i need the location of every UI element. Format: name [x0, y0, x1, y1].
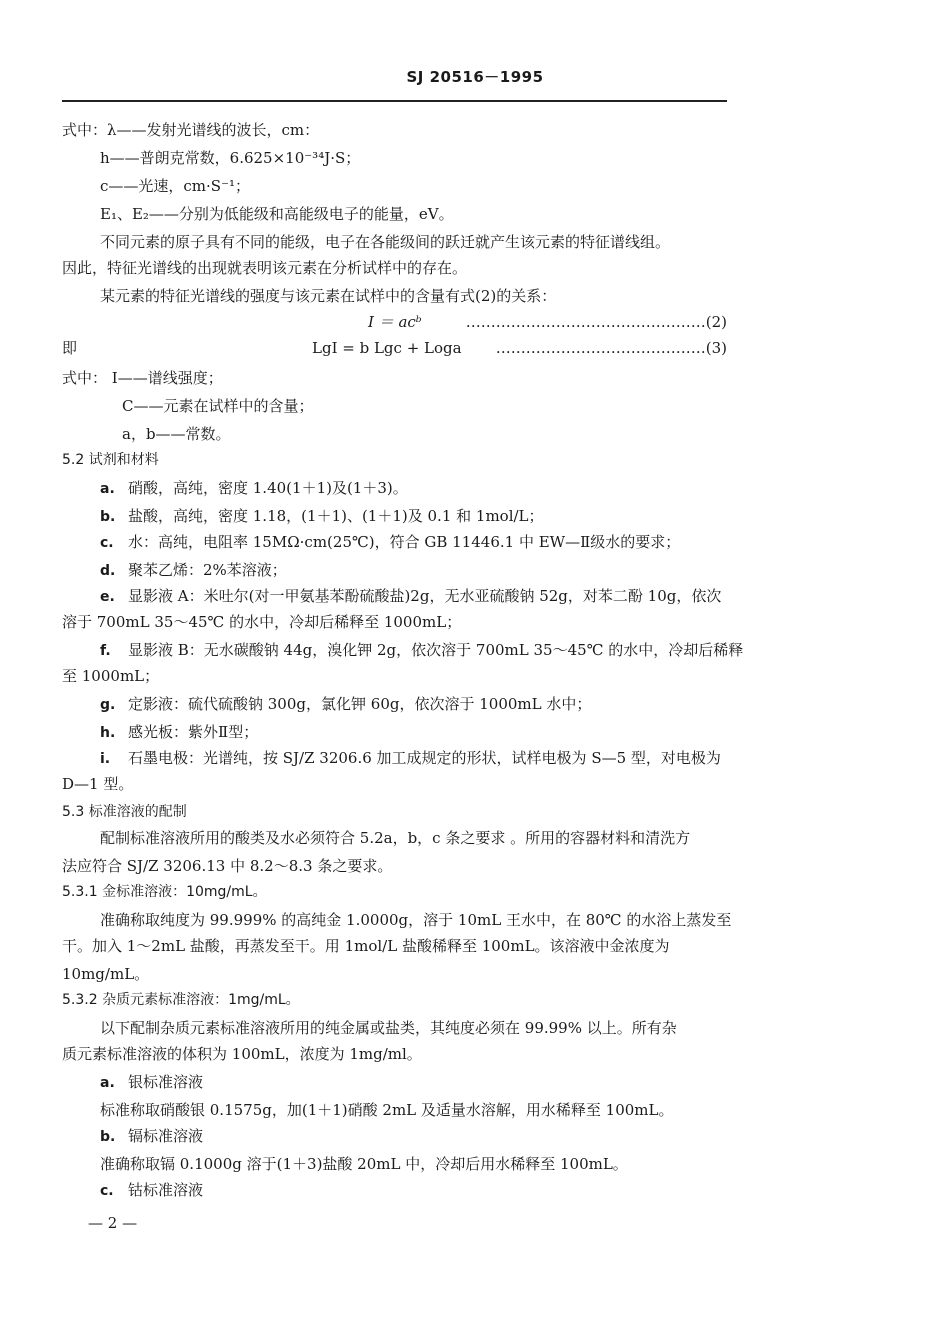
- symbol-lambda-line: 式中：λ——发射光谱线的波长，cm：: [62, 121, 320, 139]
- equation-3: LgI = b Lgc + Loga: [312, 339, 462, 357]
- symbol-i-line: 式中： I——谱线强度；: [62, 369, 223, 387]
- section-5-3-2-title: 5.3.2 杂质元素标准溶液：1mg/mL。: [62, 992, 300, 1008]
- item-label: h.: [100, 725, 116, 741]
- item-continuation: 溶于 700mL 35～45℃ 的水中，冷却后稀释至 1000mL；: [62, 613, 462, 631]
- paragraph-line: 配制标准溶液所用的酸类及水必须符合 5.2a，b，c 条之要求 。所用的容器材料和清洗方: [100, 829, 691, 847]
- item-label: a.: [100, 481, 115, 497]
- item-continuation: 至 1000mL；: [62, 667, 160, 685]
- equation-3-number: ……………………………………(3): [495, 339, 727, 357]
- item-label: c.: [100, 535, 114, 551]
- paragraph-line: 质元素标准溶液的体积为 100mL，浓度为 1mg/ml。: [62, 1045, 422, 1063]
- symbol-ab-line: a，b——常数。: [122, 425, 231, 443]
- paragraph-line: 准确称取纯度为 99.999% 的高纯金 1.0000g，溶于 10mL 王水中，在 80℃ 的水浴上蒸发至: [100, 911, 732, 929]
- section-5-3-title: 5.3 标准溶液的配制: [62, 804, 187, 820]
- section-5-3-1-title: 5.3.1 金标准溶液：10mg/mL。: [62, 884, 267, 900]
- list-item: [100, 586, 721, 606]
- header-rule: [62, 100, 727, 102]
- item-text: 银标准溶液: [128, 1073, 204, 1091]
- item-text: 显影液 B：无水碳酸钠 44g，溴化钾 2g，依次溶于 700mL 35～45℃ 的水中，冷却后稀释: [128, 641, 744, 659]
- sub-item-title: [100, 1126, 203, 1146]
- equation-2-number: …………………………………………(2): [465, 313, 727, 331]
- item-label: f.: [100, 643, 111, 659]
- ji-label: 即: [62, 339, 78, 357]
- standard-code-header: SJ 20516－1995: [406, 68, 544, 86]
- item-text: 定影液：硫代硫酸钠 300g，氯化钾 60g，依次溶于 1000mL 水中；: [128, 695, 592, 713]
- item-label: g.: [100, 697, 116, 713]
- paragraph-line: 干。加入 1～2mL 盐酸，再蒸发至干。用 1mol/L 盐酸稀释至 100mL。该溶液中金浓度为: [62, 937, 670, 955]
- item-text: 钴标准溶液: [128, 1181, 204, 1199]
- list-item: [100, 694, 591, 714]
- list-item: [100, 560, 287, 580]
- list-item: [100, 506, 544, 526]
- item-text: 感光板：紫外Ⅱ型；: [128, 723, 259, 741]
- list-item: [100, 722, 258, 742]
- item-text: 硝酸，高纯，密度 1.40(1＋1)及(1＋3)。: [128, 479, 408, 497]
- item-text: 显影液 A：米吐尔(对一甲氨基苯酚硫酸盐)2g，无水亚硫酸钠 52g，对苯二酚 10g，依次: [128, 587, 722, 605]
- item-label: b.: [100, 509, 116, 525]
- item-text: 盐酸，高纯，密度 1.18，(1＋1)、(1＋1)及 0.1 和 1mol/L；: [128, 507, 544, 525]
- item-text: 石墨电极：光谱纯，按 SJ/Z 3206.6 加工成规定的形状，试样电极为 S—5 型，对电极为: [128, 749, 721, 767]
- paragraph-line: 某元素的特征光谱线的强度与该元素在试样中的含量有式(2)的关系：: [100, 287, 557, 305]
- paragraph-line: 标准称取硝酸银 0.1575g，加(1＋1)硝酸 2mL 及适量水溶解，用水稀释至 100mL。: [100, 1101, 674, 1119]
- item-label: c.: [100, 1183, 114, 1199]
- paragraph-line: 准确称取镉 0.1000g 溶于(1＋3)盐酸 20mL 中，冷却后用水稀释至 100mL。: [100, 1155, 628, 1173]
- item-continuation: D—1 型。: [62, 775, 134, 793]
- section-5-2-title: 5.2 试剂和材料: [62, 452, 159, 468]
- item-text: 聚苯乙烯：2%苯溶液；: [128, 561, 287, 579]
- list-item: [100, 478, 408, 498]
- item-label: a.: [100, 1075, 115, 1091]
- paragraph-line: 10mg/mL。: [62, 965, 150, 983]
- paragraph-line: 法应符合 SJ/Z 3206.13 中 8.2～8.3 条之要求。: [62, 857, 393, 875]
- symbol-c-line: c——光速，cm·S⁻¹；: [100, 177, 251, 195]
- symbol-c-content-line: C——元素在试样中的含量；: [122, 397, 314, 415]
- item-text: 镉标准溶液: [128, 1127, 204, 1145]
- item-label: i.: [100, 751, 111, 767]
- list-item: [100, 640, 743, 660]
- item-label: d.: [100, 563, 116, 579]
- sub-item-title: [100, 1180, 203, 1200]
- paragraph-line: 以下配制杂质元素标准溶液所用的纯金属或盐类，其纯度必须在 99.99% 以上。所有杂: [100, 1019, 677, 1037]
- list-item: [100, 748, 721, 768]
- page-number: — 2 —: [88, 1214, 138, 1232]
- list-item: [100, 532, 680, 552]
- paragraph-line: 因此，特征光谱线的出现就表明该元素在分析试样中的存在。: [62, 259, 468, 277]
- item-label: e.: [100, 589, 115, 605]
- sub-item-title: [100, 1072, 203, 1092]
- paragraph-line: 不同元素的原子具有不同的能级，电子在各能级间的跃迁就产生该元素的特征谱线组。: [100, 233, 671, 251]
- symbol-h-line: h——普朗克常数，6.625×10⁻³⁴J·S；: [100, 149, 361, 167]
- symbol-e-line: E₁、E₂——分别为低能级和高能级电子的能量，eV。: [100, 205, 454, 223]
- equation-2: I ＝ acᵇ: [368, 313, 422, 331]
- item-text: 水：高纯，电阻率 15MΩ·cm(25℃)，符合 GB 11446.1 中 EW—Ⅱ级水的要求；: [128, 533, 681, 551]
- item-label: b.: [100, 1129, 116, 1145]
